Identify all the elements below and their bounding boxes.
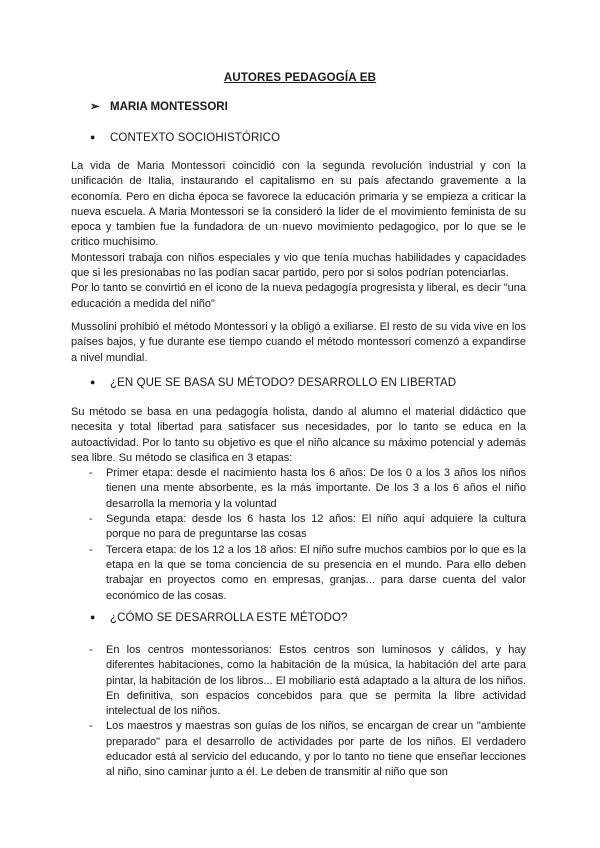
context-block	[71, 159, 526, 312]
stages-list	[71, 466, 526, 604]
dash-bullet: -	[89, 720, 93, 733]
dash-bullet: -	[89, 543, 93, 556]
bullet-dot-icon: ●	[90, 132, 96, 142]
paragraph: Mussolini prohibió el método Montessori y la obligó a exiliarse. El resto de su vida vive en los países bajos, y fue durante ese tiempo cuando el método montessori comenzó a expandirse a nivel mundial.	[71, 321, 526, 364]
dash-bullet: -	[89, 513, 93, 526]
document-title: AUTORES PEDAGOGÍA EB	[223, 72, 377, 84]
paragraph: Montessori trabaja con niños especiales y vio que tenía muchas habilidades y capacidades que si les presionabas no las podían sacar partido, pero por si solos podrían potenciarlas.	[71, 251, 526, 280]
list-item-text: Los maestros y maestras son guías de los niños, se encargan de crear un "ambiente preparado" para el desarrollo de actividades por parte de los niños. El verdadero educador está al servicio del educando, y por lo tanto no tiene que enseñar lecciones al niño, sino caminar junto a él. Le deben de transmitir al niño que son	[106, 720, 526, 779]
list-item	[71, 466, 526, 512]
list-item	[71, 719, 526, 780]
bullet-dot-icon: ●	[90, 377, 96, 387]
develop-list	[71, 643, 526, 781]
develop-block	[71, 643, 526, 781]
paragraph: Su método se basa en una pedagogía holista, dando al alumno el material didáctico que necesita y total libertad para satisfacer sus necesidades, por lo tanto se educa en la autoactividad. Por lo tanto su objetivo es que el niño alcance su máximo potencial y además sea libre. Su método se clasifica en 3 etapas:	[71, 406, 526, 464]
bullet-develop	[90, 612, 348, 624]
list-item	[71, 643, 526, 719]
bullet-method-text: ¿EN QUE SE BASA SU MÉTODO? DESARROLLO EN LIBERTAD	[110, 377, 457, 389]
list-item	[71, 512, 526, 543]
bullet-method	[90, 377, 456, 389]
list-item-text: En los centros montessorianos: Estos centros son luminosos y cálidos, y hay diferentes habitaciones, como la habitación de la música, la habitación del arte para pintar, la habitación de los libros... El mobiliario está adaptado a la altura de los niños. En definitiva, son espacios concebidos para que se permita la libre actividad intelectual de los niños.	[106, 644, 526, 718]
paragraph: La vida de Maria Montessori coincidió con la segunda revolución industrial y con la unificación de Italia, instaurando el capitalismo en su país afectando gravemente a la economía. Pero en dicha época se favorece la educación primaria y se empieza a criticar la nueva escuela. A Maria Montessori se la consideró la lider de el movimiento feminista de su epoca y tambien fue la fundadora de un nuevo movimiento pedagogico, por lo que se le critico muchisimo.	[71, 160, 526, 249]
method-block	[71, 405, 526, 604]
list-item	[71, 543, 526, 604]
bullet-context-text: CONTEXTO SOCIOHISTÓRICO	[110, 132, 281, 144]
section-heading-text: MARIA MONTESSORI	[110, 101, 228, 113]
list-item-text: Primer etapa: desde el nacimiento hasta los 6 años: De los 0 a los 3 años los niños tienen una mente absorbente, es la más importante. De los 3 a los 6 años el niño desarrolla la memoria y la voluntad	[106, 467, 526, 510]
arrow-bullet-icon: ➢	[90, 101, 100, 113]
exile-paragraph-block	[71, 320, 526, 366]
list-item-text: Tercera etapa: de los 12 a los 18 años: El niño sufre muchos cambios por lo que es la etapa en la que se toma conciencia de su presencia en el mundo. Para ello deben trabajar en proyectos como en empresas, granjas... para darse cuenta del valor económico de las cosas.	[106, 543, 526, 602]
dash-bullet: -	[89, 467, 93, 480]
bullet-dot-icon: ●	[90, 612, 96, 622]
section-heading	[90, 99, 228, 113]
dash-bullet: -	[89, 644, 93, 656]
bullet-context	[90, 132, 280, 144]
list-item-text: Segunda etapa: desde los 6 hasta los 12 años: El niño aquí adquiere la cultura porque no para de preguntarse las cosas	[106, 513, 526, 541]
paragraph: Por lo tanto se convirtió en el icono de la nueva pedagogía progresista y liberal, es decir "una educación a medida del niño"	[71, 282, 526, 310]
bullet-develop-text: ¿CÓMO SE DESARROLLA ESTE MÉTODO?	[110, 612, 348, 624]
